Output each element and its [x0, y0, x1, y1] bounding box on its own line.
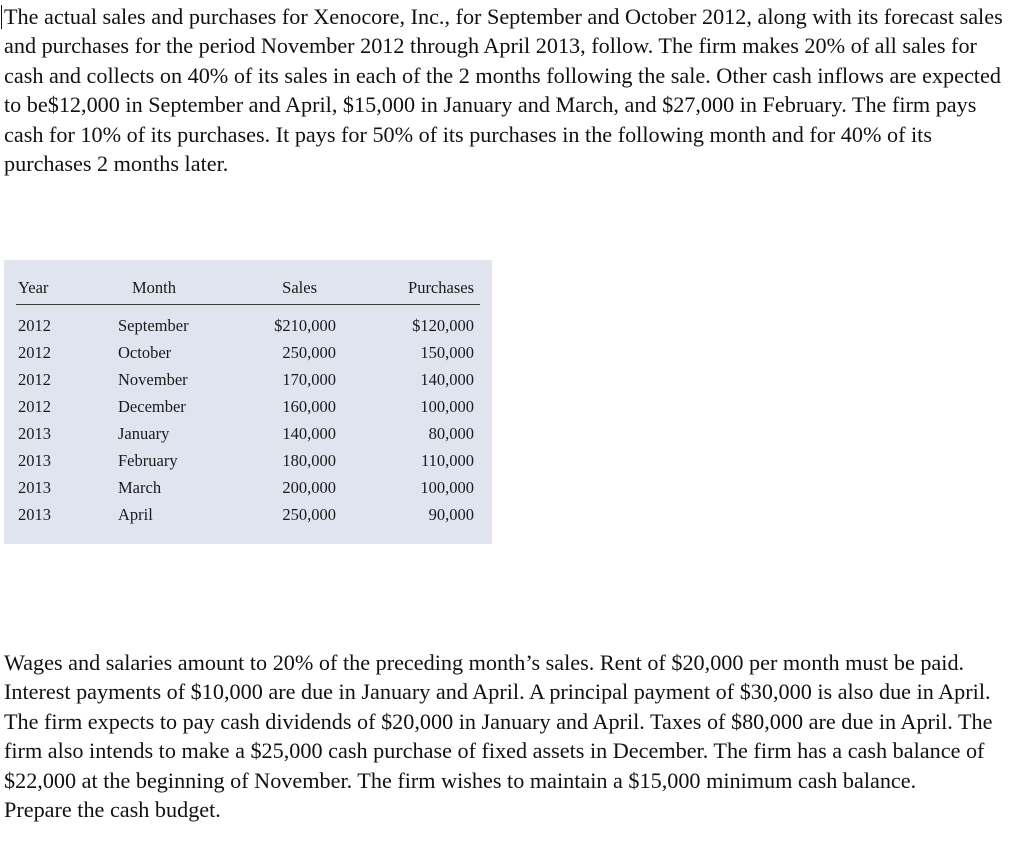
cell-purchases: 110,000	[420, 451, 474, 470]
cell-sales: 250,000	[282, 343, 336, 362]
header-month: Month	[132, 278, 177, 297]
cell-year: 2013	[18, 505, 51, 524]
cell-year: 2012	[18, 316, 51, 335]
cell-purchases: 90,000	[428, 505, 474, 524]
cell-year: 2013	[18, 424, 51, 443]
cell-year: 2013	[18, 478, 51, 497]
cell-purchases: 100,000	[420, 397, 474, 416]
cell-month: November	[118, 370, 188, 389]
cell-month: March	[118, 478, 162, 497]
cell-sales: 200,000	[282, 478, 336, 497]
cell-year: 2012	[18, 343, 51, 362]
cell-sales: $210,000	[274, 316, 336, 335]
expenses-text: Wages and salaries amount to 20% of the preceding month’s sales. Rent of $20,000 per month must be paid. Interest payments of $10,000 are due in January and April. A principal payment of $30,000 is also due in April. The firm expects to pay cash dividends of $20,000 in January and April. Taxes of $80,000 are due in April. The firm also intends to make a $25,000 cash purchase of fixed assets in December. The firm has a cash balance of $22,000 at the beginning of November. The firm wishes to maintain a $15,000 minimum cash balance.	[4, 650, 993, 793]
cell-month: April	[118, 505, 153, 524]
sales-purchases-table	[4, 260, 492, 544]
table-row	[4, 451, 492, 478]
cell-month: October	[118, 343, 172, 362]
header-year: Year	[18, 278, 49, 297]
table-row	[4, 424, 492, 451]
cell-month: December	[118, 397, 186, 416]
cell-purchases: 80,000	[428, 424, 474, 443]
cell-sales: 180,000	[282, 451, 336, 470]
header-sales: Sales	[282, 278, 317, 297]
cell-purchases: 150,000	[420, 343, 474, 362]
problem-intro-paragraph: The actual sales and purchases for Xenocore, Inc., for September and October 2012, along with its forecast sales and purchases for the period November 2012 through April 2013, follow. The firm makes 20% of all sales for cash and collects on 40% of its sales in each of the 2 months following the sale. Other cash inflows are expected to be$12,000 in September and April, $15,000 in January and March, and $27,000 in February. The firm pays cash for 10% of its purchases. It pays for 50% of its purchases in the following month and for 40% of its purchases 2 months later.	[4, 4, 1003, 177]
table-row	[4, 370, 492, 397]
cell-year: 2012	[18, 370, 51, 389]
cell-month: February	[118, 451, 178, 470]
cell-year: 2012	[18, 397, 51, 416]
cell-sales: 250,000	[282, 505, 336, 524]
cell-purchases: $120,000	[412, 316, 474, 335]
cell-purchases: 100,000	[420, 478, 474, 497]
header-divider	[16, 304, 480, 305]
cell-sales: 160,000	[282, 397, 336, 416]
table-row	[4, 505, 492, 532]
text-cursor	[1, 5, 2, 29]
task-instruction: Prepare the cash budget.	[4, 797, 221, 823]
cell-sales: 170,000	[282, 370, 336, 389]
header-purchases: Purchases	[408, 278, 474, 297]
table-row	[4, 478, 492, 505]
table-row	[4, 316, 492, 343]
cell-month: September	[118, 316, 189, 335]
table-row	[4, 397, 492, 424]
cell-purchases: 140,000	[420, 370, 474, 389]
expenses-paragraph	[4, 648, 1018, 824]
table-row	[4, 343, 492, 370]
cell-year: 2013	[18, 451, 51, 470]
cell-month: January	[118, 424, 170, 443]
cell-sales: 140,000	[282, 424, 336, 443]
